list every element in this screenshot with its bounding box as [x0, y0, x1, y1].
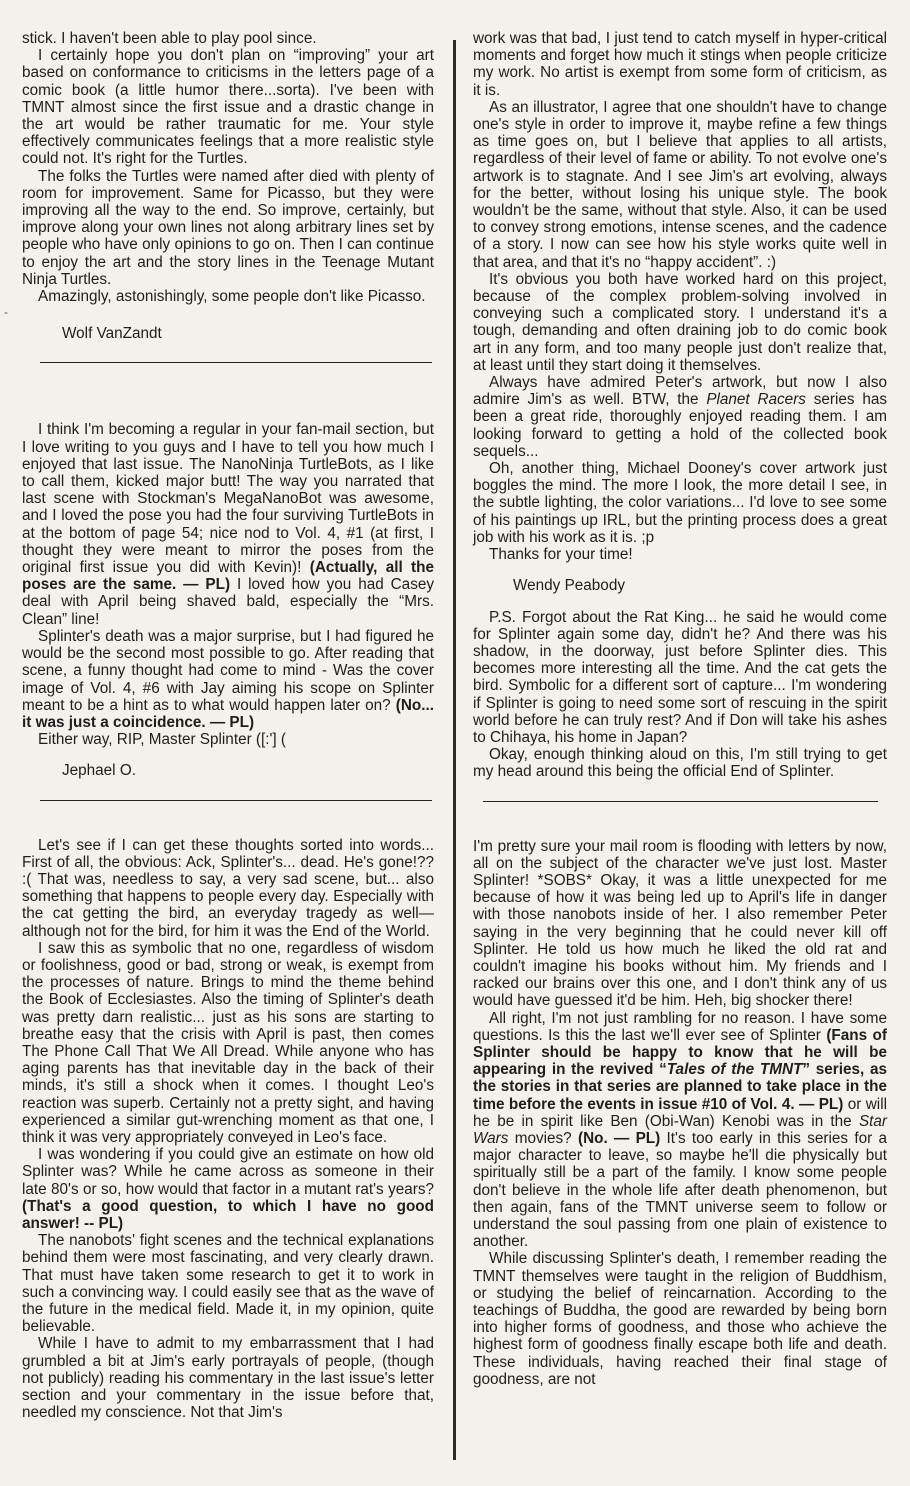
letter-signature: Wendy Peabody	[513, 577, 625, 595]
editor-reply: (That's a good question, to which I have no good answer! -- PL)	[22, 1197, 434, 1232]
letter-paragraph: I was wondering if you could give an estimate on how old Splinter was? While he came across as someone in their late 80's or so, how would that factor in a mutant rat's years? (That's a good question, to which I have no good answer! -- PL)	[22, 1146, 434, 1232]
letter-paragraph: Amazingly, astonishingly, some people don't like Picasso.	[38, 288, 426, 306]
letter-paragraph: Let's see if I can get these thoughts sorted into words... First of all, the obvious: Ack, Splinter's... dead. He's gone!?? :( That was, needless to say, a very sad scene, but... also something that happens to people every day. Especially with the cat getting the bird, an everyday tragedy as well— although not for the bird, for him it was the End of the World.	[22, 836, 434, 940]
letter-paragraph: The folks the Turtles were named after died with plenty of room for improvement. Same for Picasso, but they were improving all the way to the end. So improve, certainly, but improve along your own lines not along arbitrary lines set by people who have only opinions to go on. Then I can continue to enjoy the art and the story lines in the Teenage Mutant Ninja Turtles.	[22, 167, 434, 288]
letter-paragraph: I'm pretty sure your mail room is flooding with letters by now, all on the subject of the character we've just lost. Master Splinter! *SOBS* Okay, it was a little unexpected for me because of how it was being led up to April's life in danger with those nanobots inside of her. I also remember Peter saying in the very beginning that he could never kill off Splinter. He told us how much he liked the old rat and couldn't imagine his books without him. My friends and I racked our brains over this one, and I don't think any of us would have guessed it'd be him. Heh, big shocker there!	[473, 837, 887, 1010]
letter-paragraph: Splinter's death was a major surprise, but I had figured he would be the second most possible to go. After reading that scene, a funny thought had come to mind - Was the cover image of Vol. 4, #6 with Jay aiming his scope on Splinter meant to be a hint as to what would happen later on? (No... it was just a coincidence. — PL)	[22, 627, 435, 731]
editor-reply: (No. — PL)	[577, 1129, 661, 1147]
letter-signature: Wolf VanZandt	[62, 325, 162, 343]
editor-reply: (Fans of Splinter should be happy to know that he will be appearing in the revived “Tales of the TMNT” series, as the stories in that series are planned to take place in the time before the events in issue #10 of Vol. 4. — PL)	[473, 1026, 887, 1113]
letter-paragraph: Either way, RIP, Master Splinter ([:'] (	[38, 731, 287, 749]
letter-paragraph: work was that bad, I just tend to catch myself in hyper-critical moments and forget how much it stings when people criticize my work. No artist is exempt from some form of criticism, as it is.	[473, 30, 887, 99]
letter-paragraph: Okay, enough thinking aloud on this, I'm still trying to get my head around this being the official End of Splinter.	[473, 746, 887, 781]
right-column	[473, 30, 887, 1388]
letter-paragraph: Oh, another thing, Michael Dooney's cover artwork just boggles the mind. The more I look, the more detail I see, in the subtle lighting, the color variations... I'd love to see some of his paintings up IRL, but the printing process does a great job with his work as it is. ;p	[473, 460, 887, 546]
letter-paragraph: stick. I haven't been able to play pool since.	[22, 30, 317, 47]
letter-paragraph: The nanobots' fight scenes and the technical explanations behind them were most fascinating, and very clearly drawn. That must have taken some research to get it to work in such a convincing way. I could easily see that as the wave of the future in the medical field. Made it, in my opinion, quite believable.	[22, 1232, 434, 1336]
letter-postscript: P.S. Forgot about the Rat King... he said he would come for Splinter again some day, didn't he? And there was his shadow, in the doorway, just before Splinter dies. This becomes more interesting all the time. And the cat gets the bird. Symbolic for a different sort of capture... I'm wondering if Splinter is going to need some sort of rescuing in the spirit world before he can truly rest? And if Don will take his ashes to Chihaya, his home in Japan?	[473, 608, 887, 746]
letter-paragraph: I certainly hope you don't plan on “improving” your art based on conformance to criticisms in the letters page of a comic book (a little humor there...sorta). I've been with TMNT almost since the first issue and a drastic change in the art would be rather traumatic for me. Your style effectively communicates feelings that a more realistic style could not. It's right for the Turtles.	[22, 47, 434, 168]
letter-paragraph: Always have admired Peter's artwork, but now I also admire Jim's as well. BTW, the Planet Racers series has been a great ride, thoroughly enjoyed reading them. I am looking forward to getting a hold of the collected book sequels...	[473, 374, 887, 460]
letter-paragraph: While discussing Splinter's death, I remember reading the TMNT themselves were taught in the religion of Buddhism, or studying the belief of reincarnation. According to the teachings of Buddha, the good are rewarded by being born into higher forms of goodness, and those who achieve the highest form of goodness finally escape both life and death. These individuals, having reached their final stage of goodness, are not	[473, 1250, 887, 1388]
letter-paragraph: It's obvious you both have worked hard on this project, because of the complex problem-solving involved in conveying such a complicated story. I understand it's a tough, demanding and often draining job to do comic book art in any form, and too many people just don't realize that, at least until they start doing it themselves.	[473, 270, 887, 374]
letter-paragraph: While I have to admit to my embarrassment that I had grumbled a bit at Jim's early portrayals of people, (though not publicly) reading his commentary in the last issue's letter section and your commentary in the issue before that, needled my conscience. Not that Jim's	[22, 1335, 434, 1422]
left-column	[22, 30, 434, 1421]
column-divider	[453, 40, 456, 1460]
margin-mark: -	[4, 305, 8, 319]
letter-paragraph: I think I'm becoming a regular in your fan-mail section, but I love writing to you guys and I have to tell you how much I enjoyed that last issue. The NanoNinja TurtleBots, as I like to call them, kicked major butt! The way you narrated that last scene with Stockman's MegaNanoBot was awesome, and I loved the pose you had the four surviving TurtleBots in at the bottom of page 54; nice nod to Vol. 4, #1 (at first, I thought they were meant to mirror the poses from the original first issue you did with Kevin)! (Actually, all the poses are the same. — PL) I loved how you had Casey deal with April being shaved bald, especially the “Mrs. Clean” line!	[22, 421, 435, 628]
movie-title: Star Wars	[473, 1112, 887, 1147]
editor-reply: (Actually, all the poses are the same. — PL)	[22, 559, 435, 594]
series-title: Planet Racers	[706, 391, 806, 409]
letter-paragraph: Thanks for your time!	[489, 546, 633, 564]
letter-signature: Jephael O.	[62, 762, 136, 780]
editor-reply: (No... it was just a coincidence. — PL)	[22, 696, 435, 731]
letter-paragraph: As an illustrator, I agree that one shouldn't have to change one's style in order to improve it, maybe refine a few things as time goes on, but I believe that applies to all artists, regardless of their level of fame or ability. To not evolve one's artwork is to stagnate. And I see Jim's art evolving, always for the better, without losing his unique style. The book wouldn't be the same, without that style. Also, it can be used to convey strong emotions, intense scenes, and the cadence of a story. I now can see how his style works quite well in that area, and that it's no “happy accident”. :)	[473, 98, 887, 271]
letter-paragraph: I saw this as symbolic that no one, regardless of wisdom or foolishness, good or bad, strong or weak, is exempt from the processes of nature. Brings to mind the theme behind the Book of Ecclesiastes. Also the timing of Splinter's death was pretty darn realistic... just as his sons are starting to breathe easy that the crisis with April is past, then comes The Phone Call That We All Dread. While anyone who has aging parents has that inevitable day in the back of their minds, it's still a shock when it comes. I thought Leo's reaction was superb. Certainly not a pretty sight, and having experienced a similar gut-wrenching moment as that one, I think it was very appropriately conveyed in Leo's face.	[22, 939, 434, 1146]
letter-paragraph: All right, I'm not just rambling for no reason. I have some questions. Is this the last we'll ever see of Splinter (Fans of Splinter should be happy to know that he will be appearing in the revived “Tales of the TMNT” series, as the stories in that series are planned to take place in the time before the events in issue #10 of Vol. 4. — PL) or will he be in spirit like Ben (Obi-Wan) Kenobi was in the Star Wars movies? (No. — PL) It's too early in this series for a major character to leave, so maybe he'll die physically but spiritually still be a part of the family. I know some people don't believe in the whole life after death phenomenon, but then again, fans of the TMNT universe seem to follow or understand the soul passing from one plain of existence to another.	[473, 1009, 887, 1251]
